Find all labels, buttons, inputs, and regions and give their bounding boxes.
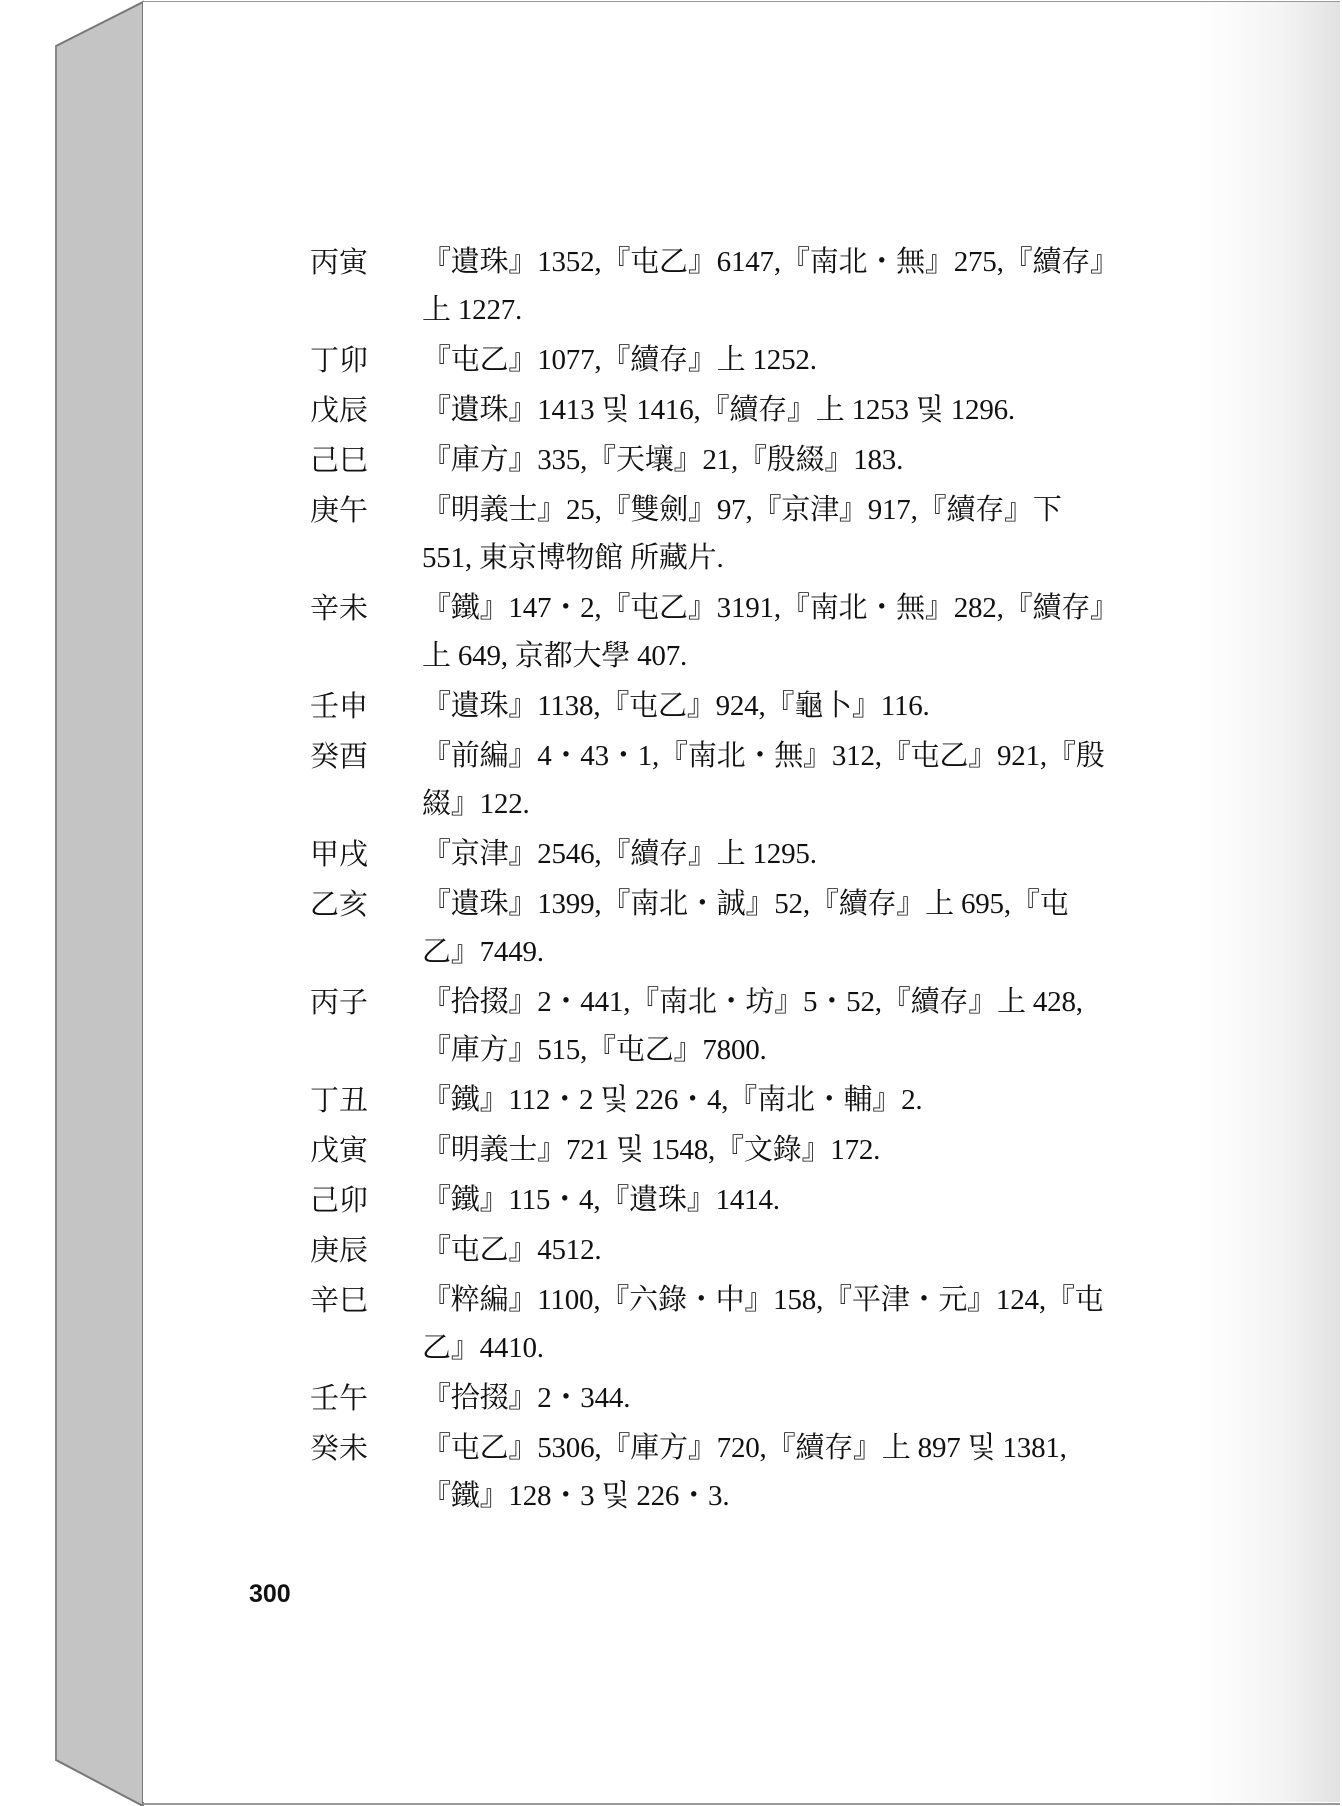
entry-text-line: 『遺珠』1399,『南北・誠』52,『續存』上 695,『屯 <box>422 888 1069 920</box>
list-item <box>143 830 1340 880</box>
entry-text-line: 『拾掇』2・344. <box>422 1382 631 1414</box>
list-item <box>143 978 1340 1076</box>
entry-text-line: 551, 東京博物館 所藏片. <box>422 542 724 574</box>
entry-key: 壬午 <box>310 1381 369 1415</box>
list-item <box>143 1176 1340 1226</box>
entry-text-line: 『前編』4・43・1,『南北・無』312,『屯乙』921,『殷 <box>422 740 1105 772</box>
entry-key: 丙寅 <box>310 245 369 279</box>
entry-key: 辛未 <box>310 591 369 625</box>
entry-text-line: 『鐵』115・4,『遺珠』1414. <box>422 1184 780 1216</box>
entry-text-line: 綴』122. <box>422 788 530 820</box>
entry-text-line: 『屯乙』1077,『續存』上 1252. <box>422 344 817 376</box>
book-page <box>143 2 1340 1802</box>
list-item <box>143 336 1340 386</box>
list-item <box>143 238 1340 336</box>
list-item <box>143 1076 1340 1126</box>
entry-text-line: 『遺珠』1138,『屯乙』924,『龜卜』116. <box>422 690 930 722</box>
list-item <box>143 880 1340 978</box>
entry-text-line: 『京津』2546,『續存』上 1295. <box>422 838 817 870</box>
list-item <box>143 1424 1340 1522</box>
list-item <box>143 1226 1340 1276</box>
list-item <box>143 386 1340 436</box>
entry-text-line: 『鐵』112・2 및 226・4,『南北・輔』2. <box>422 1084 923 1116</box>
entry-key: 丁丑 <box>310 1083 369 1117</box>
list-item <box>143 584 1340 682</box>
entry-text-line: 『鐵』128・3 및 226・3. <box>422 1480 730 1512</box>
entry-key: 庚辰 <box>310 1233 369 1267</box>
entry-key: 己巳 <box>310 443 369 477</box>
page-number: 300 <box>249 1580 291 1608</box>
entry-text-line: 『鐵』147・2,『屯乙』3191,『南北・無』282,『續存』 <box>422 592 1119 624</box>
list-item <box>143 436 1340 486</box>
entry-list <box>143 238 1340 1522</box>
entry-key: 甲戌 <box>310 837 369 871</box>
entry-text-line: 上 1227. <box>422 294 523 326</box>
entry-text-line: 乙』4410. <box>422 1332 544 1364</box>
entry-key: 庚午 <box>310 493 369 527</box>
list-item <box>143 486 1340 584</box>
entry-text-line: 『屯乙』4512. <box>422 1234 602 1266</box>
entry-key: 癸未 <box>310 1431 369 1465</box>
entry-key: 己卯 <box>310 1183 369 1217</box>
entry-key: 丁卯 <box>310 343 369 377</box>
entry-text-line: 『拾掇』2・441,『南北・坊』5・52,『續存』上 428, <box>422 986 1083 1018</box>
entry-text-line: 『明義士』721 및 1548,『文錄』172. <box>422 1134 881 1166</box>
entry-text-line: 乙』7449. <box>422 936 544 968</box>
entry-key: 壬申 <box>310 689 369 723</box>
entry-key: 戊辰 <box>310 393 369 427</box>
list-item <box>143 1276 1340 1374</box>
entry-text-line: 『粹編』1100,『六錄・中』158,『平津・元』124,『屯 <box>422 1284 1104 1316</box>
entry-key: 辛巳 <box>310 1283 369 1317</box>
entry-key: 丙子 <box>310 985 369 1019</box>
entry-text-line: 上 649, 京都大學 407. <box>422 640 688 672</box>
entry-text-line: 『明義士』25,『雙劍』97,『京津』917,『續存』下 <box>422 494 1062 526</box>
list-item <box>143 682 1340 732</box>
entry-text-line: 『庫方』335,『天壤』21,『殷綴』183. <box>422 444 904 476</box>
entry-key: 乙亥 <box>310 887 369 921</box>
entry-text-line: 『遺珠』1413 및 1416,『續存』上 1253 및 1296. <box>422 394 1015 426</box>
entry-key: 戊寅 <box>310 1133 369 1167</box>
list-item <box>143 732 1340 830</box>
entry-text-line: 『屯乙』5306,『庫方』720,『續存』上 897 및 1381, <box>422 1432 1067 1464</box>
entry-text-line: 『庫方』515,『屯乙』7800. <box>422 1034 767 1066</box>
list-item <box>143 1374 1340 1424</box>
list-item <box>143 1126 1340 1176</box>
entry-text-line: 『遺珠』1352,『屯乙』6147,『南北・無』275,『續存』 <box>422 246 1119 278</box>
entry-key: 癸酉 <box>310 739 369 773</box>
